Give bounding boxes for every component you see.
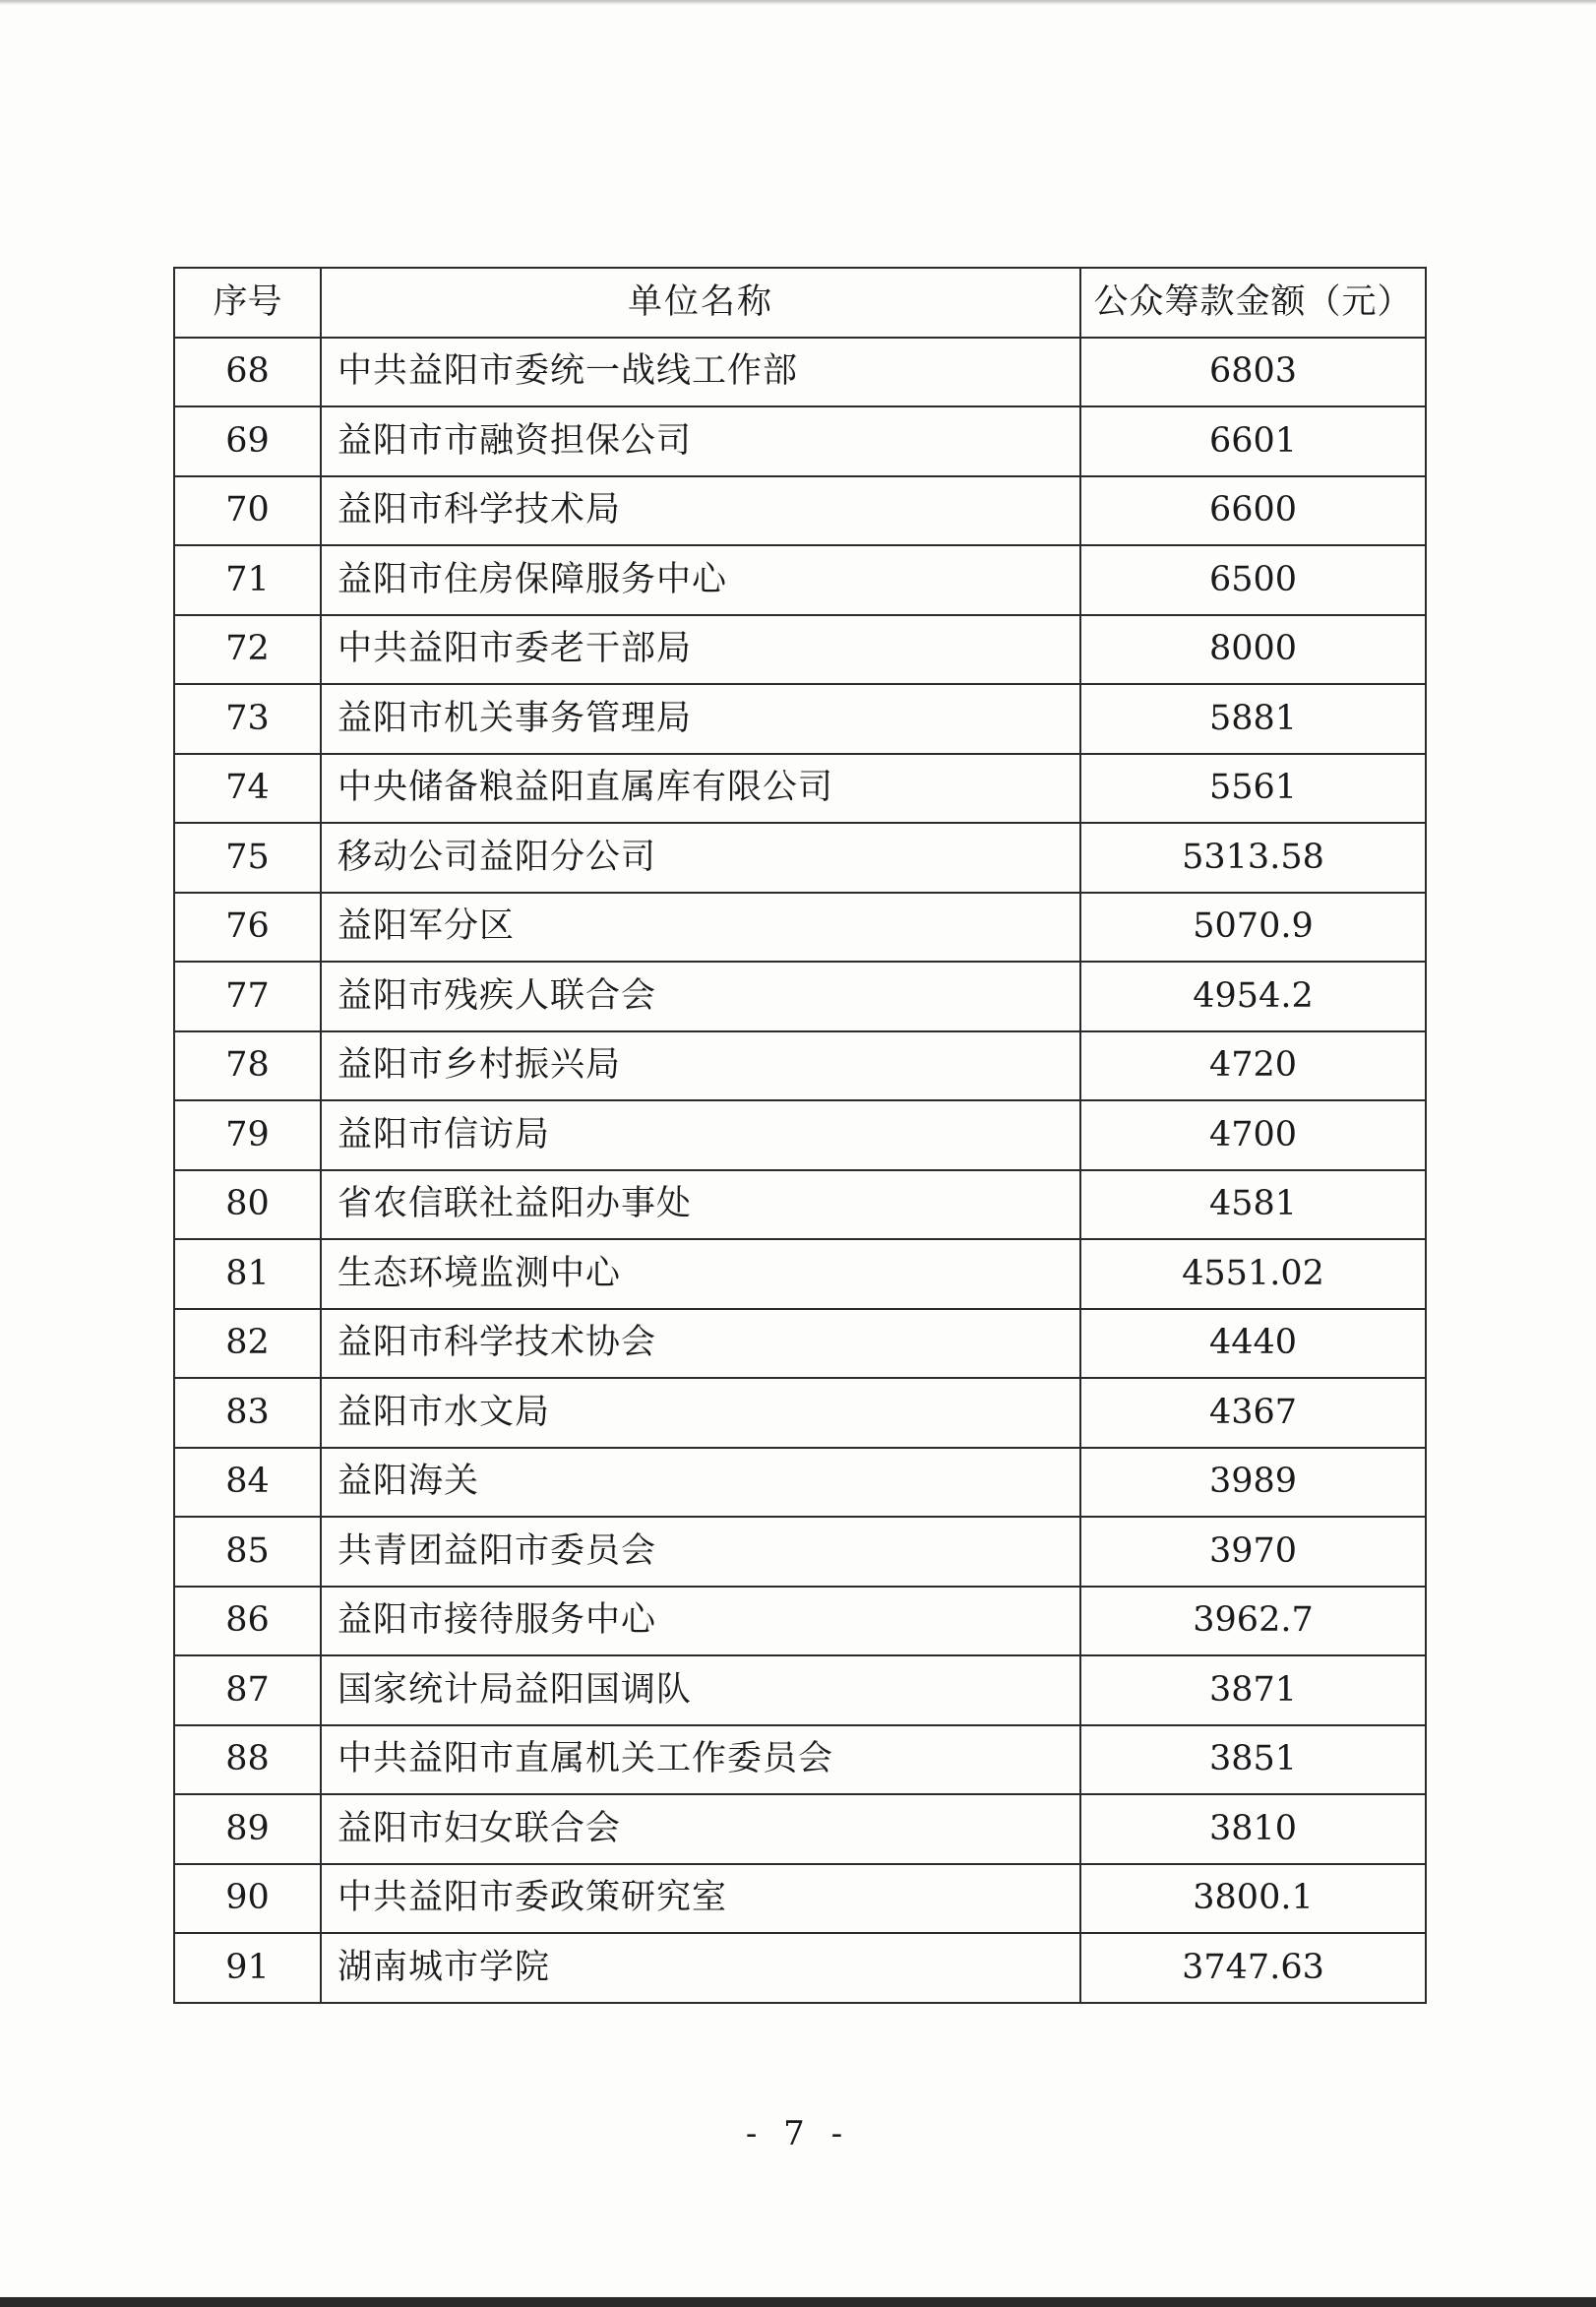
cell-seq: 90 bbox=[174, 1864, 321, 1934]
cell-name: 中共益阳市委政策研究室 bbox=[321, 1864, 1080, 1934]
cell-amount: 3871 bbox=[1080, 1655, 1426, 1725]
cell-amount: 6600 bbox=[1080, 476, 1426, 546]
cell-seq: 72 bbox=[174, 615, 321, 685]
cell-name: 移动公司益阳分公司 bbox=[321, 823, 1080, 893]
donation-table bbox=[173, 267, 1427, 2004]
cell-seq: 82 bbox=[174, 1309, 321, 1379]
table-row bbox=[174, 1725, 1426, 1795]
cell-name: 益阳市科学技术协会 bbox=[321, 1309, 1080, 1379]
table-row bbox=[174, 962, 1426, 1031]
table-row bbox=[174, 1239, 1426, 1309]
cell-name: 益阳市接待服务中心 bbox=[321, 1587, 1080, 1656]
cell-seq: 84 bbox=[174, 1448, 321, 1518]
cell-amount: 5313.58 bbox=[1080, 823, 1426, 893]
cell-seq: 81 bbox=[174, 1239, 321, 1309]
cell-name: 中央储备粮益阳直属库有限公司 bbox=[321, 754, 1080, 824]
cell-amount: 3747.63 bbox=[1080, 1933, 1426, 2003]
cell-name: 中共益阳市委老干部局 bbox=[321, 615, 1080, 685]
cell-amount: 4367 bbox=[1080, 1378, 1426, 1448]
cell-name: 生态环境监测中心 bbox=[321, 1239, 1080, 1309]
cell-amount: 3851 bbox=[1080, 1725, 1426, 1795]
cell-seq: 75 bbox=[174, 823, 321, 893]
cell-amount: 8000 bbox=[1080, 615, 1426, 685]
cell-amount: 4581 bbox=[1080, 1170, 1426, 1240]
cell-name: 益阳市信访局 bbox=[321, 1100, 1080, 1170]
table-row bbox=[174, 754, 1426, 824]
cell-name: 益阳市科学技术局 bbox=[321, 476, 1080, 546]
cell-amount: 4440 bbox=[1080, 1309, 1426, 1379]
cell-seq: 85 bbox=[174, 1517, 321, 1587]
table-row bbox=[174, 1587, 1426, 1656]
cell-name: 中共益阳市直属机关工作委员会 bbox=[321, 1725, 1080, 1795]
cell-name: 省农信联社益阳办事处 bbox=[321, 1170, 1080, 1240]
cell-name: 湖南城市学院 bbox=[321, 1933, 1080, 2003]
table-row bbox=[174, 545, 1426, 615]
cell-amount: 5881 bbox=[1080, 684, 1426, 754]
cell-amount: 3989 bbox=[1080, 1448, 1426, 1518]
table-row bbox=[174, 1100, 1426, 1170]
cell-seq: 77 bbox=[174, 962, 321, 1031]
table-row bbox=[174, 1933, 1426, 2003]
cell-amount: 5070.9 bbox=[1080, 893, 1426, 963]
cell-seq: 88 bbox=[174, 1725, 321, 1795]
header-name: 单位名称 bbox=[321, 268, 1080, 338]
cell-name: 益阳市市融资担保公司 bbox=[321, 406, 1080, 476]
header-seq: 序号 bbox=[174, 268, 321, 338]
cell-seq: 91 bbox=[174, 1933, 321, 2003]
header-amount: 公众筹款金额（元） bbox=[1080, 268, 1426, 338]
table-row bbox=[174, 1517, 1426, 1587]
cell-amount: 6803 bbox=[1080, 338, 1426, 407]
cell-seq: 69 bbox=[174, 406, 321, 476]
table-row bbox=[174, 1170, 1426, 1240]
table-row bbox=[174, 893, 1426, 963]
cell-amount: 5561 bbox=[1080, 754, 1426, 824]
cell-amount: 3970 bbox=[1080, 1517, 1426, 1587]
cell-name: 益阳军分区 bbox=[321, 893, 1080, 963]
scan-top-edge bbox=[0, 0, 1596, 5]
table-row bbox=[174, 1309, 1426, 1379]
cell-seq: 70 bbox=[174, 476, 321, 546]
table-row bbox=[174, 406, 1426, 476]
cell-name: 益阳市残疾人联合会 bbox=[321, 962, 1080, 1031]
table-row bbox=[174, 1378, 1426, 1448]
cell-name: 中共益阳市委统一战线工作部 bbox=[321, 338, 1080, 407]
cell-amount: 3800.1 bbox=[1080, 1864, 1426, 1934]
cell-name: 国家统计局益阳国调队 bbox=[321, 1655, 1080, 1725]
cell-name: 益阳市机关事务管理局 bbox=[321, 684, 1080, 754]
cell-seq: 78 bbox=[174, 1031, 321, 1101]
cell-seq: 89 bbox=[174, 1794, 321, 1864]
table-row bbox=[174, 1448, 1426, 1518]
cell-seq: 73 bbox=[174, 684, 321, 754]
table-row bbox=[174, 1031, 1426, 1101]
table-row bbox=[174, 1655, 1426, 1725]
table-row bbox=[174, 1864, 1426, 1934]
table-row bbox=[174, 338, 1426, 407]
cell-seq: 87 bbox=[174, 1655, 321, 1725]
cell-amount: 3810 bbox=[1080, 1794, 1426, 1864]
cell-seq: 83 bbox=[174, 1378, 321, 1448]
table-body bbox=[174, 338, 1426, 2003]
cell-name: 益阳海关 bbox=[321, 1448, 1080, 1518]
table-row bbox=[174, 476, 1426, 546]
cell-amount: 4954.2 bbox=[1080, 962, 1426, 1031]
cell-name: 共青团益阳市委员会 bbox=[321, 1517, 1080, 1587]
table-row bbox=[174, 823, 1426, 893]
table-row bbox=[174, 1794, 1426, 1864]
cell-name: 益阳市水文局 bbox=[321, 1378, 1080, 1448]
cell-amount: 6601 bbox=[1080, 406, 1426, 476]
cell-seq: 68 bbox=[174, 338, 321, 407]
table-row bbox=[174, 615, 1426, 685]
cell-seq: 79 bbox=[174, 1100, 321, 1170]
cell-name: 益阳市妇女联合会 bbox=[321, 1794, 1080, 1864]
cell-seq: 86 bbox=[174, 1587, 321, 1656]
cell-seq: 76 bbox=[174, 893, 321, 963]
table-row bbox=[174, 684, 1426, 754]
cell-seq: 74 bbox=[174, 754, 321, 824]
cell-amount: 4700 bbox=[1080, 1100, 1426, 1170]
scan-bottom-edge bbox=[0, 2297, 1596, 2307]
cell-amount: 6500 bbox=[1080, 545, 1426, 615]
table-header-row bbox=[174, 268, 1426, 338]
cell-amount: 4551.02 bbox=[1080, 1239, 1426, 1309]
cell-name: 益阳市住房保障服务中心 bbox=[321, 545, 1080, 615]
page-number: - 7 - bbox=[745, 2114, 851, 2153]
cell-seq: 80 bbox=[174, 1170, 321, 1240]
cell-amount: 4720 bbox=[1080, 1031, 1426, 1101]
cell-name: 益阳市乡村振兴局 bbox=[321, 1031, 1080, 1101]
cell-seq: 71 bbox=[174, 545, 321, 615]
cell-amount: 3962.7 bbox=[1080, 1587, 1426, 1656]
